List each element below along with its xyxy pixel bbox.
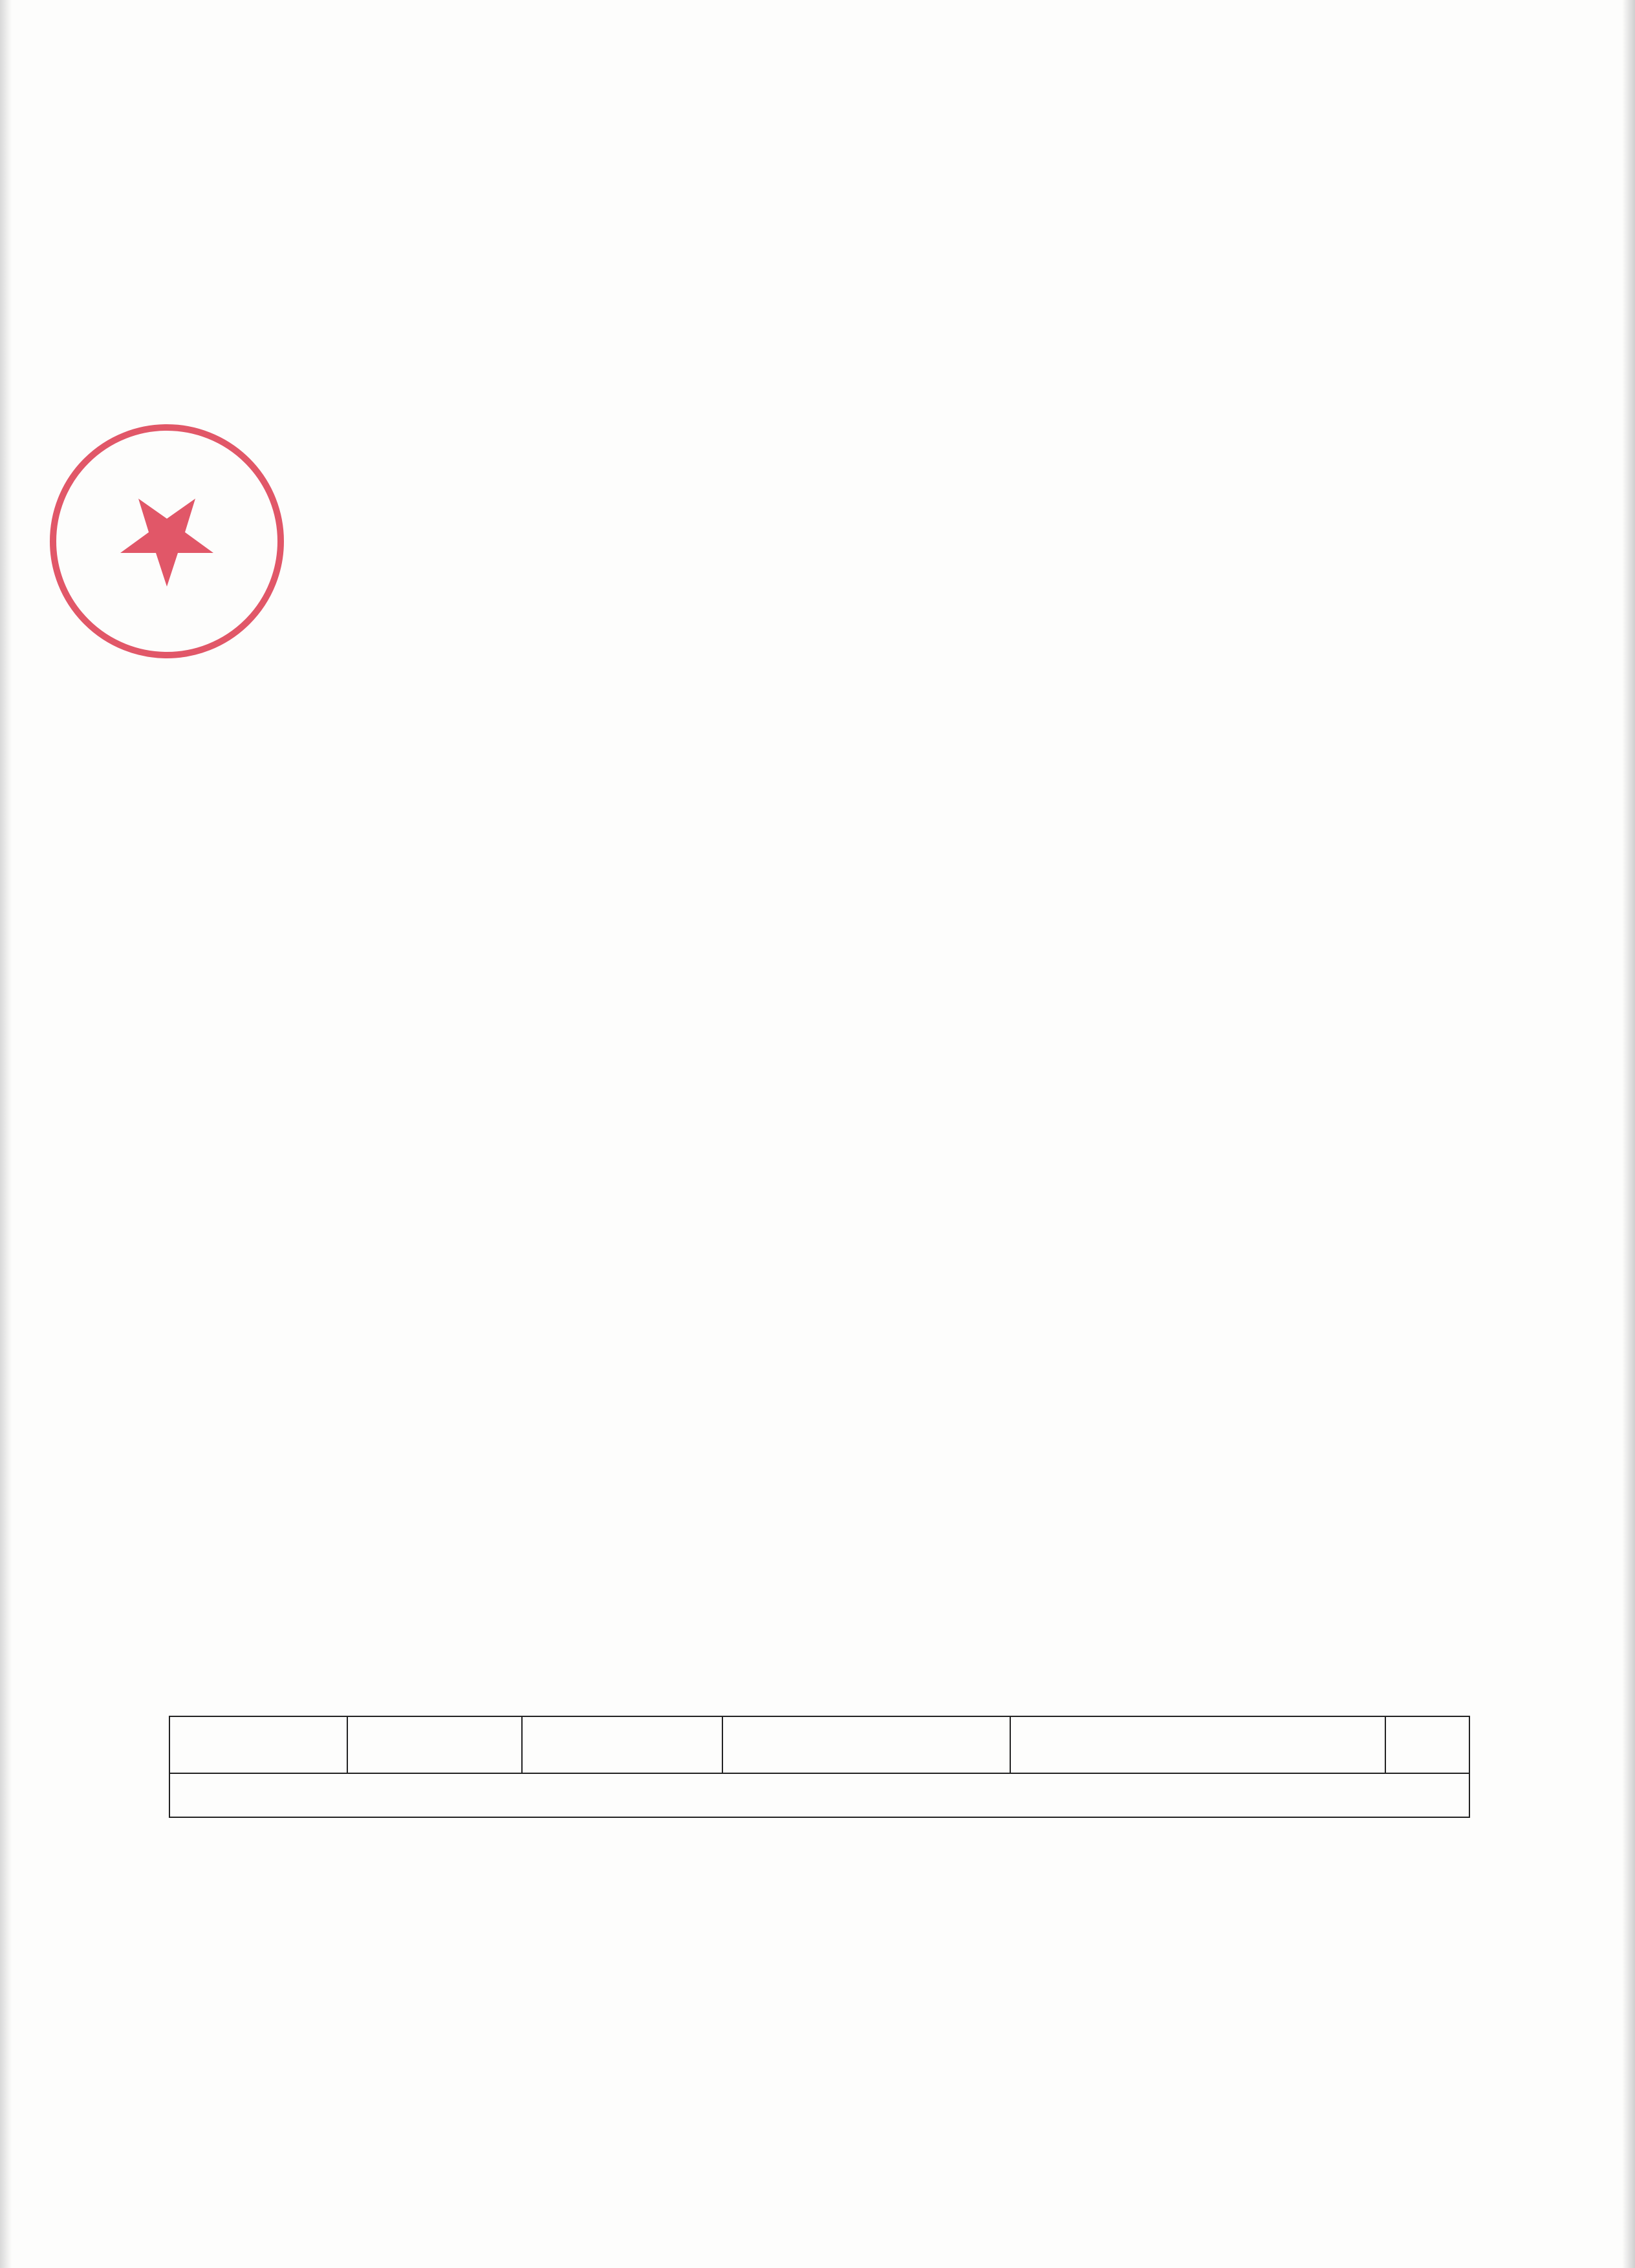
table-header-row <box>169 1716 1469 1773</box>
header-conclusion <box>169 1716 347 1773</box>
header-no <box>1385 1716 1469 1773</box>
table-caption <box>169 1773 1469 1817</box>
header-method <box>722 1716 1010 1773</box>
official-seal <box>44 418 290 664</box>
table-caption-row <box>169 1773 1469 1817</box>
header-item <box>1010 1716 1385 1773</box>
seal-star-icon <box>120 499 213 587</box>
header-limit <box>522 1716 722 1773</box>
header-value <box>347 1716 522 1773</box>
results-table <box>169 1716 1470 1818</box>
